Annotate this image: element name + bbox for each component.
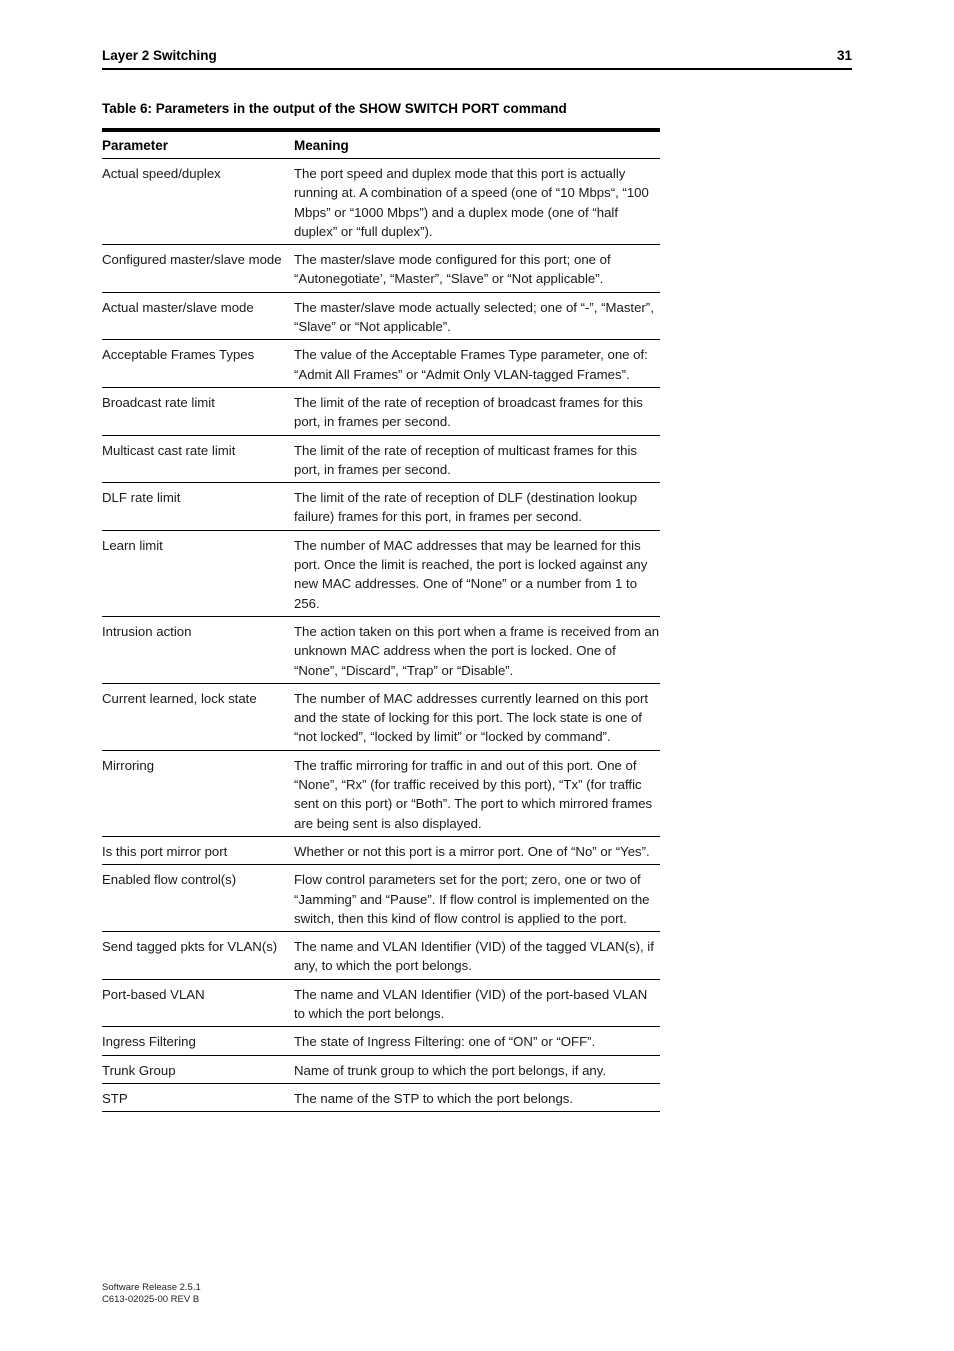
parameters-table	[102, 128, 660, 1112]
meaning-cell: The number of MAC addresses that may be learned for this port. Once the limit is reached, the port is locked against any new MAC addresses. One of “None” or a number from 1 to 256.	[294, 537, 648, 611]
meaning-cell: The name and VLAN Identifier (VID) of the tagged VLAN(s), if any, to which the port belongs.	[294, 939, 654, 974]
table-row	[102, 293, 660, 341]
parameter-cell: Current learned, lock state	[102, 690, 257, 706]
table-row	[102, 617, 660, 684]
parameter-cell: Is this port mirror port	[102, 843, 228, 859]
table-row	[102, 837, 660, 865]
parameter-cell: Intrusion action	[102, 623, 192, 639]
parameter-cell: Configured master/slave mode	[102, 252, 282, 268]
table-header-row	[102, 132, 660, 159]
meaning-cell: Name of trunk group to which the port belongs, if any.	[294, 1062, 607, 1078]
table-row	[102, 684, 660, 751]
meaning-cell: The number of MAC addresses currently learned on this port and the state of locking for this port. The lock state is one of “not locked”, “locked by limit” or “locked by command”.	[294, 690, 649, 745]
parameter-cell: Enabled flow control(s)	[102, 872, 237, 888]
parameter-cell: Actual speed/duplex	[102, 166, 221, 181]
meaning-cell: The limit of the rate of reception of broadcast frames for this port, in frames per second.	[294, 394, 643, 430]
table-body	[102, 159, 660, 1112]
meaning-cell: The traffic mirroring for traffic in and out of this port. One of “None”, “Rx” (for traffic received by this port), “Tx” (for traffic sent on this port) or “Both”. The port to which mirrored frames are being sent is also displayed.	[294, 757, 653, 831]
parameter-cell: DLF rate limit	[102, 490, 181, 506]
column-header-meaning: Meaning	[294, 138, 349, 153]
parameter-cell: Trunk Group	[102, 1062, 176, 1078]
table-row	[102, 1084, 660, 1112]
column-header-parameter: Parameter	[102, 138, 169, 153]
table-row	[102, 865, 660, 932]
meaning-cell: The master/slave mode actually selected; one of “-”, “Master”, “Slave” or “Not applicable”.	[294, 299, 654, 335]
table-row	[102, 340, 660, 388]
table-row	[102, 1056, 660, 1084]
software-release: Software Release 2.5.1	[102, 1282, 201, 1293]
document-code: C613-02025-00 REV B	[102, 1293, 200, 1305]
page-footer	[102, 1282, 201, 1305]
table-row	[102, 483, 660, 531]
table-caption: Table 6: Parameters in the output of the SHOW SWITCH PORT command	[102, 101, 567, 116]
parameter-cell: Send tagged pkts for VLAN(s)	[102, 939, 278, 955]
table-row	[102, 436, 660, 484]
table-row	[102, 245, 660, 293]
meaning-cell: Flow control parameters set for the port; zero, one or two of “Jamming” and “Pause”. If flow control is implemented on the switch, then this kind of flow control is applied to the port.	[294, 872, 650, 926]
parameter-cell: Ingress Filtering	[102, 1034, 196, 1050]
parameter-cell: Actual master/slave mode	[102, 299, 254, 315]
meaning-cell: The action taken on this port when a frame is received from an unknown MAC address when the port is locked. One of “None”, “Discard”, “Trap” or “Disable”.	[294, 623, 660, 678]
meaning-cell: Whether or not this port is a mirror port. One of “No” or “Yes”.	[294, 843, 650, 859]
meaning-cell: The state of Ingress Filtering: one of “ON” or “OFF”.	[294, 1034, 596, 1050]
parameter-cell: STP	[102, 1090, 128, 1106]
page-number: 31	[836, 48, 852, 63]
parameter-cell: Learn limit	[102, 537, 163, 553]
table-row	[102, 531, 660, 617]
parameter-cell: Broadcast rate limit	[102, 394, 215, 410]
running-header	[102, 48, 852, 70]
meaning-cell: The name and VLAN Identifier (VID) of the port-based VLAN to which the port belongs.	[294, 986, 648, 1021]
section-title: Layer 2 Switching	[102, 48, 217, 63]
meaning-cell: The limit of the rate of reception of DLF (destination lookup failure) frames for this port, in frames per second.	[294, 490, 638, 525]
parameter-cell: Multicast cast rate limit	[102, 442, 236, 458]
table-row	[102, 388, 660, 436]
table-row	[102, 751, 660, 837]
meaning-cell: The name of the STP to which the port belongs.	[294, 1090, 574, 1106]
meaning-cell: The limit of the rate of reception of multicast frames for this port, in frames per second.	[294, 442, 638, 477]
meaning-cell: The master/slave mode configured for this port; one of “Autonegotiate’, “Master”, “Slave” or “Not applicable”.	[294, 252, 611, 287]
table-row	[102, 1027, 660, 1055]
meaning-cell: The value of the Acceptable Frames Type parameter, one of: “Admit All Frames” or “Admit Only VLAN-tagged Frames”.	[294, 347, 648, 382]
parameter-cell: Acceptable Frames Types	[102, 347, 255, 363]
parameter-cell: Port-based VLAN	[102, 986, 205, 1002]
table-row	[102, 980, 660, 1028]
meaning-cell: The port speed and duplex mode that this port is actually running at. A combination of a speed (one of “10 Mbps“, “100 Mbps” or “1000 Mbps”) and a duplex mode (one of “half duplex” or “full duplex”).	[294, 166, 649, 239]
table-row	[102, 932, 660, 980]
parameter-cell: Mirroring	[102, 757, 155, 773]
table-row	[102, 159, 660, 245]
